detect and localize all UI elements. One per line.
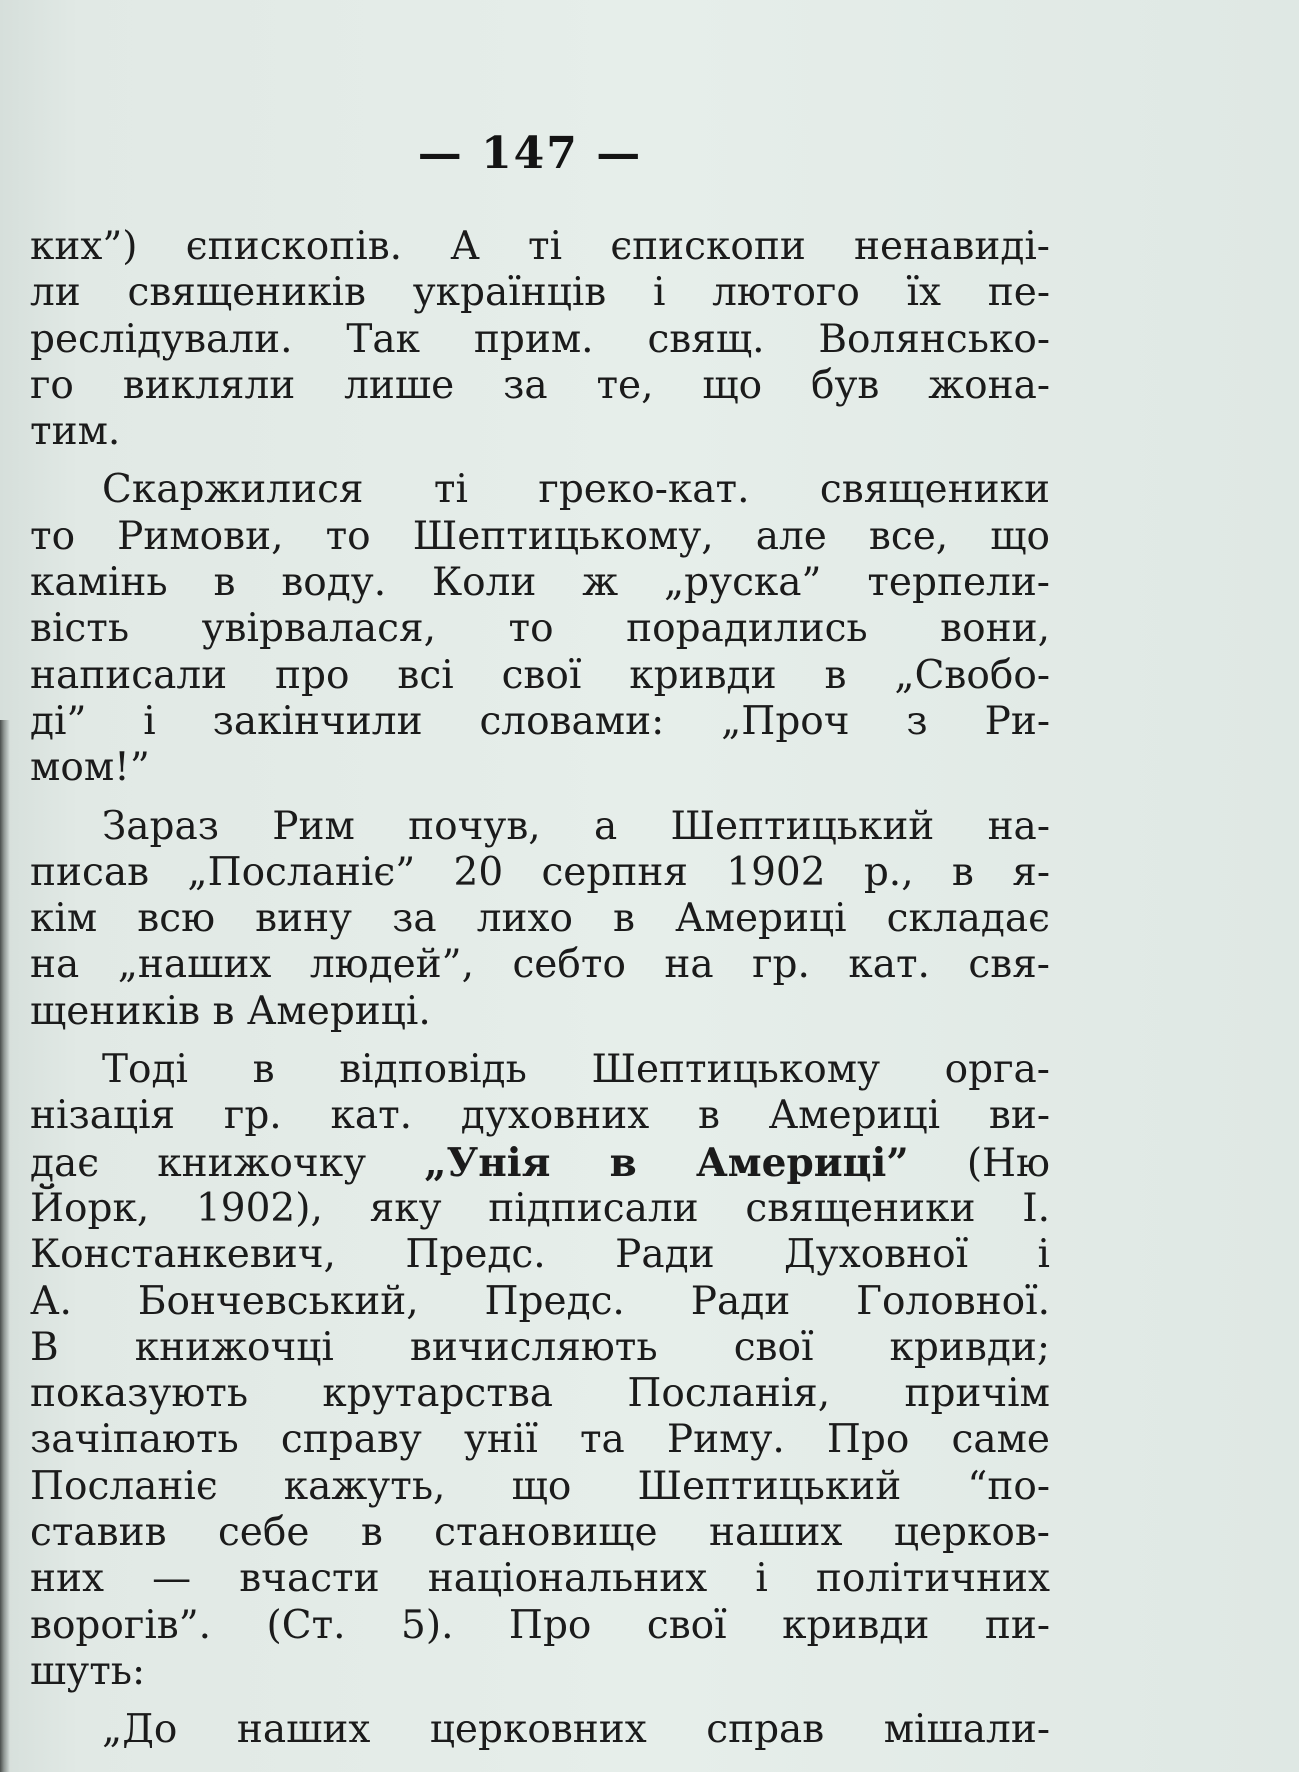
text-line: Зараз Рим почув, а Шептицький на-: [102, 803, 1050, 849]
paragraph-2: [30, 467, 1050, 791]
paragraph-5: [30, 1707, 1050, 1753]
paragraph-1: [30, 224, 1050, 455]
text-line: зачіпають справу унії та Риму. Про саме: [30, 1417, 1050, 1463]
text-line: вість увірвалася, то порадились вони,: [30, 606, 1050, 652]
text-line: нізація гр. кат. духовних в Америці ви-: [30, 1093, 1050, 1139]
text-line: Тоді в відповідь Шептицькому орга-: [102, 1047, 1050, 1093]
text-fragment: дає книжочку: [30, 1140, 425, 1186]
text-line: ставив себе в становище наших церков-: [30, 1510, 1050, 1556]
text-line: камінь в воду. Коли ж „руска” терпели-: [30, 560, 1050, 606]
page-edge-shadow: [0, 720, 10, 1772]
text-line: показують крутарства Посланія, причім: [30, 1371, 1050, 1417]
text-line: [30, 1140, 1050, 1186]
text-line: Посланіє кажуть, що Шептицький “по-: [30, 1463, 1050, 1509]
paragraph-gap: [30, 455, 1050, 467]
text-line: ворогів”. (Ст. 5). Про свої кривди пи-: [30, 1602, 1050, 1648]
text-line: шуть:: [30, 1648, 146, 1694]
text-line: ді” і закінчили словами: „Проч з Ри-: [30, 698, 1050, 744]
body-text: [30, 224, 1050, 1754]
text-line: реслідували. Так прим. свящ. Волянсько-: [30, 316, 1050, 362]
text-line: Констанкевич, Предс. Ради Духовної і: [30, 1232, 1050, 1278]
text-line: ких”) єпископів. А ті єпископи ненавиді-: [30, 224, 1050, 269]
paragraph-gap: [30, 1695, 1050, 1707]
text-line: „До наших церковних справ мішали-: [102, 1707, 1050, 1753]
text-line: го викляли лише за те, що був жона-: [30, 362, 1050, 408]
text-line: щеників в Америці.: [30, 988, 431, 1034]
paragraph-3: [30, 804, 1050, 1035]
text-line: тим.: [30, 409, 121, 455]
text-fragment: (Ню: [908, 1140, 1051, 1186]
text-line: них — вчасти національних і політичних: [30, 1556, 1050, 1602]
paragraph-gap: [30, 792, 1050, 804]
text-line: писав „Посланіє” 20 серпня 1902 р., в я-: [30, 849, 1050, 895]
text-line: на „наших людей”, себто на гр. кат. свя-: [30, 942, 1050, 988]
text-line: кім всю вину за лихо в Америці складає: [30, 896, 1050, 942]
text-line: А. Бончевський, Предс. Ради Головної.: [30, 1278, 1050, 1324]
text-line: Йорк, 1902), яку підписали священики І.: [30, 1185, 1050, 1231]
text-line: ли священиків українців і лютого їх пе-: [30, 270, 1050, 316]
text-line: Скаржилися ті греко-кат. священики: [102, 467, 1050, 513]
page-number: — 147 —: [417, 128, 643, 179]
text-line: В книжочці вичисляють свої кривди;: [30, 1324, 1050, 1370]
text-line: написали про всі свої кривди в „Свобо-: [30, 652, 1050, 698]
paragraph-gap: [30, 1035, 1050, 1047]
paragraph-4: [30, 1047, 1050, 1695]
text-line: мом!”: [30, 745, 150, 791]
book-title: „Унія в Америці”: [424, 1139, 909, 1186]
text-line: то Римови, то Шептицькому, але все, що: [30, 513, 1050, 559]
